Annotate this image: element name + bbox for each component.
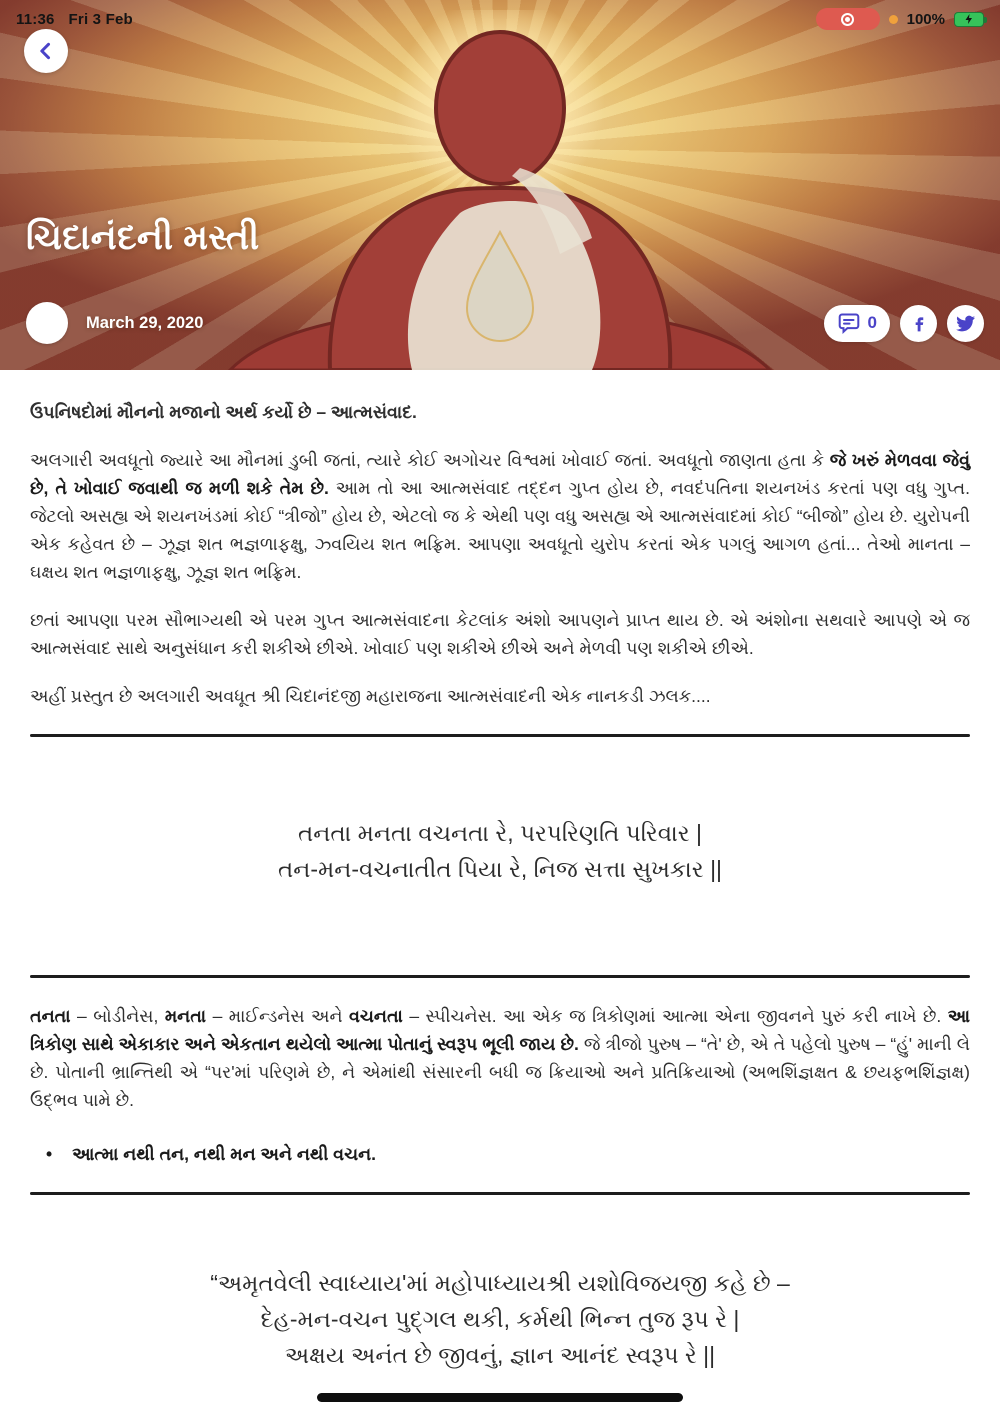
back-button[interactable] (24, 29, 68, 73)
author-avatar (26, 302, 68, 344)
divider-1 (30, 734, 970, 737)
home-indicator[interactable] (317, 1393, 683, 1402)
text-segment-bold: આ ત્રિકોણ સાથે એકાકાર અને એકતાન થયેલો આત્મા પોતાનું સ્વરૂપ ભૂલી જાય છે. (30, 1006, 971, 1054)
facebook-icon (909, 313, 929, 333)
paragraph-2: છતાં આપણા પરમ સૌભાગ્યથી એ પરમ ગુપ્ત આત્મસંવાદના કેટલાંક અંશો આપણને પ્રાપ્ત થાય છે. એ અંશોના સથવારે આપણે એ જ આત્મસંવાદ સાથે અનુસંધાન કરી શકીએ છીએ. ખોવાઈ પણ શકીએ છીએ અને મેળવી પણ શકીએ છીએ. (30, 610, 970, 658)
chevron-left-icon (36, 41, 56, 61)
page-title: ચિદાનંદની મસ્તી (26, 218, 260, 257)
text-segment: જે ત્રીજો પુરુષ – “તે' છે, એ તે પહેલો પુરુષ – “હું' માની લે છે. પોતાની ભ્રાન્તિથી એ “પર'માં પરિણમે છે, ને એમાંથી સંસારની બધી જ ક્રિયાઓ અને પ્રતિક્રિયાઓ (અભશિંજ્ઞક્ષત & છયફભશિંજ્ઞક્ષ) ઉદ્ભવ પામે છે. (30, 1034, 970, 1110)
bullet-dot: • (46, 1144, 53, 1164)
status-time: 11:36 (16, 10, 55, 28)
verse-line: તન-મન-વચનાતીત પિયા રે, નિજ સત્તા સુખકાર || (277, 856, 723, 882)
paragraph-1 (30, 446, 970, 586)
orange-status-dot-icon (889, 15, 898, 24)
verse-block-1 (30, 815, 970, 887)
verse-line: તનતા મનતા વચનતા રે, પરપરિણતિ પરિવાર | (297, 820, 703, 846)
verse-line: દેહ-મન-વચન પુદ્ગલ થકી, કર્મથી ભિન્ન તુજ રૂપ રે | (260, 1306, 740, 1332)
text-segment: – માઈન્ડનેસ અને (206, 1006, 349, 1026)
text-segment: આમ તો આ આત્મસંવાદ તદ્દન ગુપ્ત હોય છે, નવદંપતિના શયનખંડ કરતાં પણ વધુ ગુપ્ત. જેટલો અસહ્ય એ શયનખંડમાં કોઈ “ત્રીજો” હોય છે, એટલો જ કે એથી પણ વધુ અસહ્ય એ આત્મસંવાદમાં કોઈ “બીજો” હોય છે. યુરોપની એક કહેવત છે – ઝૂજ્ઞ શત ભજ્ઞળાફક્ષુ, ઝ્વયિય શત ભફ્રિમ. આપણા અવધૂતો યુરોપ કરતાં એક પગલું આગળ હતાં... તેઓ માનતા – ઘક્ષય શત ભજ્ઞળાફક્ષુ, ઝૂજ્ઞ શત ભફ્રિમ. (30, 478, 970, 582)
status-right (816, 8, 984, 30)
paragraph-3: અહીં પ્રસ્તુત છે અલગારી અવધૂત શ્રી ચિદાનંદજી મહારાજના આત્મસંવાદની એક નાનકડી ઝલક.... (30, 686, 711, 706)
comments-count: 0 (867, 313, 877, 332)
post-date: March 29, 2020 (86, 313, 204, 332)
text-segment: – બોડીનેસ, (70, 1006, 165, 1026)
status-date: Fri 3 Feb (68, 10, 133, 28)
paragraph-4 (30, 1002, 970, 1114)
status-left (16, 11, 133, 28)
verse-line: “અમૃતવેલી સ્વાધ્યાય'માં મહોપાધ્યાયશ્રી યશોવિજયજી કહે છે – (210, 1270, 790, 1296)
text-segment-bold: મનતા (164, 1006, 207, 1026)
verse-block-2 (30, 1265, 970, 1373)
share-actions (824, 305, 984, 342)
comment-bubble-icon (837, 311, 861, 335)
divider-2 (30, 975, 970, 978)
battery-charging-icon (954, 12, 984, 27)
hero-header (0, 0, 1000, 370)
battery-percent: 100% (906, 10, 945, 28)
article-heading: ઉપનિષદોમાં મૌનનો મજાનો અર્થ કર્યો છે – આત્મસંવાદ. (30, 402, 417, 422)
comments-button[interactable] (824, 305, 890, 342)
twitter-icon (955, 313, 976, 334)
bullet-item (30, 1140, 970, 1168)
facebook-share-button[interactable] (900, 305, 937, 342)
text-segment-bold: તનતા (30, 1006, 71, 1026)
divider-3 (30, 1192, 970, 1195)
twitter-share-button[interactable] (947, 305, 984, 342)
text-segment: – સ્પીચનેસ. આ એક જ ત્રિકોણમાં આત્મા એના જીવનને પુરું કરી નાખે છે. (402, 1006, 948, 1026)
bullet-text: આત્મા નથી તન, નથી મન અને નથી વચન. (72, 1144, 376, 1164)
verse-line: અક્ષય અનંત છે જીવનું, જ્ઞાન આનંદ સ્વરૂપ રે || (284, 1342, 716, 1368)
status-bar (0, 6, 1000, 32)
post-meta-row (26, 302, 984, 344)
record-icon (841, 13, 854, 26)
screen-recording-indicator[interactable] (816, 8, 880, 30)
text-segment-bold: જે ખરું મેળવવા જેવું છે, તે ખોવાઈ જવાથી જ મળી શકે તેમ છે. (30, 450, 970, 498)
article-body (0, 370, 1000, 1402)
text-segment-bold: વચનતા (349, 1006, 403, 1026)
text-segment: અલગારી અવધૂતો જ્યારે આ મૌનમાં ડુબી જતાં, ત્યારે કોઈ અગોચર વિશ્વમાં ખોવાઈ જતાં. અવધૂતો જાણતા હતા કે (30, 450, 830, 470)
